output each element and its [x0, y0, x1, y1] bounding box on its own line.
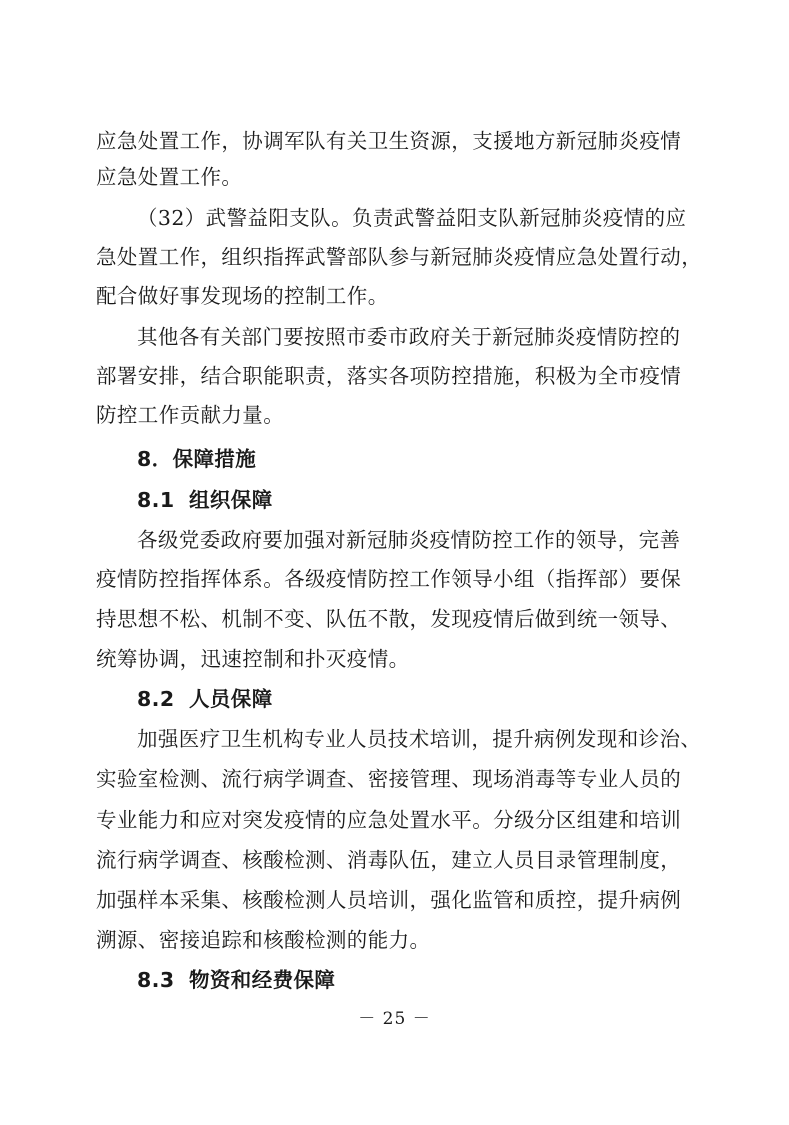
body-text-line: 部署安排，结合职能职责，落实各项防控措施，积极为全市疫情 — [96, 364, 682, 388]
body-text-line: 防控工作贡献力量。 — [96, 403, 285, 427]
body-text-line: 实验室检测、流行病学调查、密接管理、现场消毒等专业人员的 — [96, 767, 682, 791]
section-title: 组织保障 — [189, 488, 273, 512]
body-text-line: 疫情防控指挥体系。各级疫情防控工作领导小组（指挥部）要保 — [96, 567, 682, 591]
section-title: 物资和经费保障 — [189, 968, 336, 992]
body-text-line: （32）武警益阳支队。负责武警益阳支队新冠肺炎疫情的应 — [137, 206, 687, 230]
body-text-line: 各级党委政府要加强对新冠肺炎疫情防控工作的领导，完善 — [137, 528, 681, 552]
body-text-line: 持思想不松、机制不变、队伍不散，发现疫情后做到统一领导、 — [96, 607, 682, 631]
section-heading-8: 8．保障措施 — [137, 447, 257, 471]
section-number: 8.3 — [137, 968, 175, 992]
body-text-line: 加强样本采集、核酸检测人员培训，强化监管和质控，提升病例 — [96, 888, 682, 912]
body-text-line: 加强医疗卫生机构专业人员技术培训，提升病例发现和诊治、 — [137, 727, 702, 751]
section-heading-8-2 — [137, 687, 273, 711]
body-text-line: 专业能力和应对突发疫情的应急处置水平。分级分区组建和培训 — [96, 808, 682, 832]
section-title: 人员保障 — [189, 687, 273, 711]
body-text-line: 其他各有关部门要按照市委市政府关于新冠肺炎疫情防控的 — [137, 325, 681, 349]
body-text-line: 配合做好事发现场的控制工作。 — [96, 284, 389, 308]
body-text-line: 统筹协调，迅速控制和扑灭疫情。 — [96, 647, 410, 671]
body-text-line: 溯源、密接追踪和核酸检测的能力。 — [96, 928, 431, 952]
body-text-line: 应急处置工作。 — [96, 165, 243, 189]
section-number: 8.1 — [137, 488, 175, 512]
body-text-line: 急处置工作，组织指挥武警部队参与新冠肺炎疫情应急处置行动， — [96, 245, 703, 269]
section-heading-8-3 — [137, 968, 335, 992]
body-text-line: 流行病学调查、核酸检测、消毒队伍，建立人员目录管理制度， — [96, 848, 682, 872]
page-number: － 25 － — [358, 1009, 431, 1029]
section-heading-8-1 — [137, 488, 273, 512]
body-text-line: 应急处置工作，协调军队有关卫生资源，支援地方新冠肺炎疫情 — [96, 129, 682, 153]
section-number: 8.2 — [137, 687, 175, 711]
